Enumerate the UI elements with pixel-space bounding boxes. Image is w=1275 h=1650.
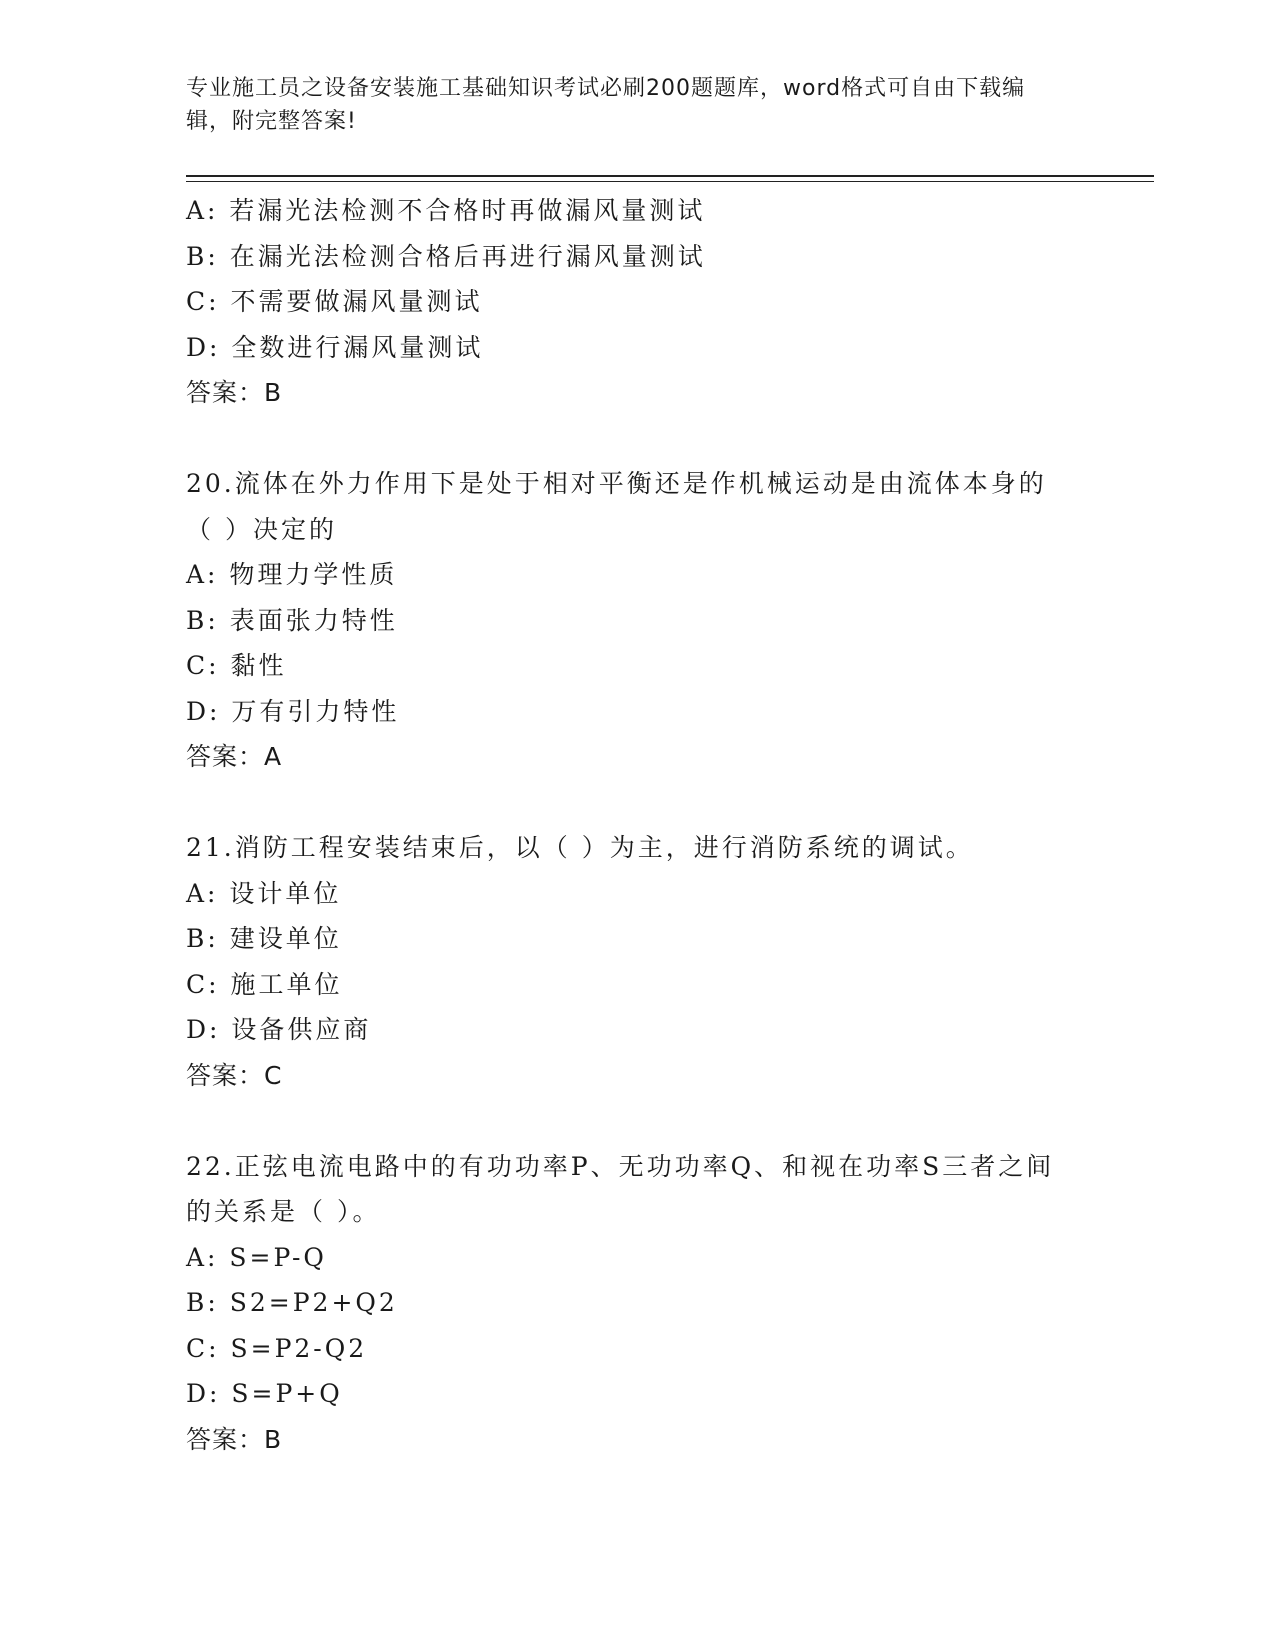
option-d: D: S=P+Q — [186, 1379, 343, 1408]
question-block-21 — [186, 825, 1086, 1098]
option-c: C: 黏性 — [186, 651, 287, 680]
option-c: C: 不需要做漏风量测试 — [186, 287, 483, 316]
option-c: C: S=P2-Q2 — [186, 1333, 368, 1363]
header-rule — [186, 175, 1154, 177]
option-d: D: 全数进行漏风量测试 — [186, 332, 484, 362]
option-b: B: 在漏光法检测合格后再进行漏风量测试 — [186, 241, 706, 271]
option-b: B: S2=P2+Q2 — [186, 1288, 398, 1317]
answer-line: 答案：C — [186, 1060, 283, 1090]
question-text: 22.正弦电流电路中的有功功率P、无功功率Q、和视在功率S三者之间的关系是（ ）。 — [186, 1151, 1055, 1226]
answer-line: 答案：A — [186, 742, 283, 771]
option-a: A: 设计单位 — [186, 878, 342, 908]
option-b: B: 建设单位 — [186, 924, 342, 953]
answer-line: 答案：B — [186, 1424, 283, 1454]
option-c: C: 施工单位 — [186, 969, 343, 999]
answer-line: 答案：B — [186, 378, 283, 407]
option-b: B: 表面张力特性 — [186, 605, 398, 635]
question-text: 20.流体在外力作用下是处于相对平衡还是作机械运动是由流体本身的（ ）决定的 — [186, 469, 1047, 544]
option-a: A: S=P-Q — [186, 1242, 327, 1272]
option-d: D: 万有引力特性 — [186, 696, 400, 726]
question-list — [186, 188, 1086, 1462]
question-block-20 — [186, 461, 1086, 780]
question-block-22 — [186, 1144, 1086, 1463]
option-a: A: 若漏光法检测不合格时再做漏风量测试 — [186, 196, 706, 225]
question-block-partial — [186, 188, 1086, 416]
header-rule-thin — [186, 181, 1154, 182]
option-a: A: 物理力学性质 — [186, 560, 398, 589]
document-header: 专业施工员之设备安装施工基础知识考试必刷200题题库，word格式可自由下载编辑，附完整答案! — [186, 76, 1026, 134]
question-text: 21.消防工程安装结束后，以（ ）为主，进行消防系统的调试。 — [186, 833, 974, 862]
option-d: D: 设备供应商 — [186, 1015, 372, 1044]
